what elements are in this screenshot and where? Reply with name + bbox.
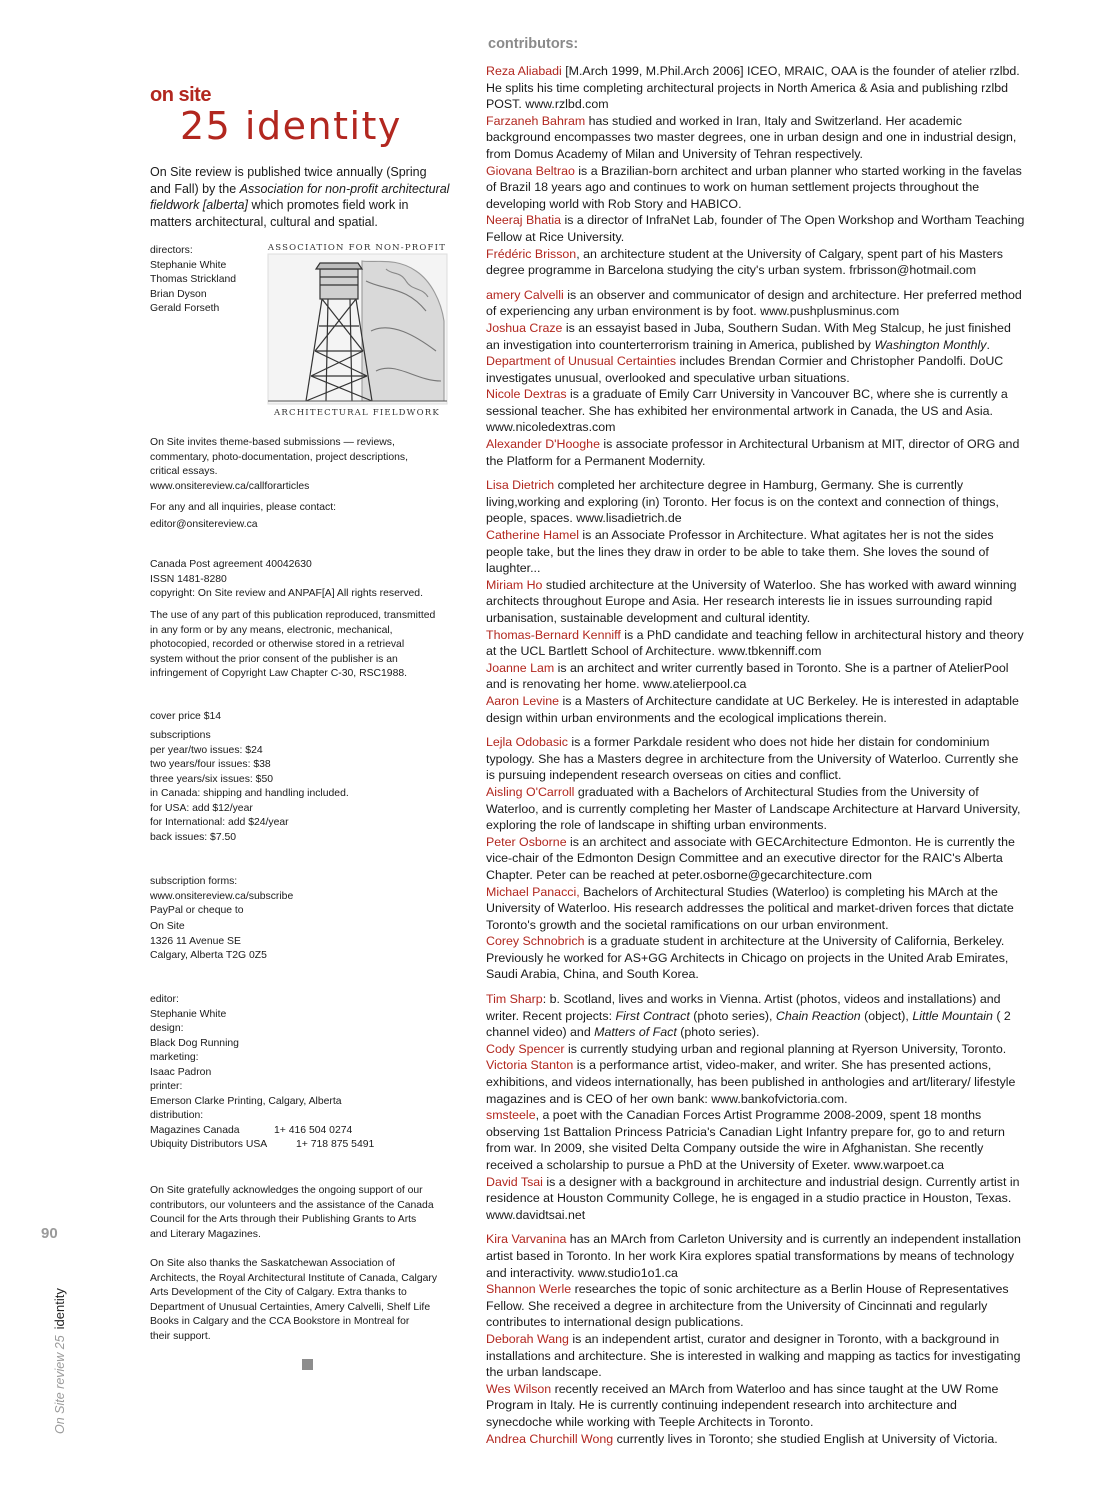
logo-top-text: ASSOCIATION FOR NON-PROFIT bbox=[267, 243, 447, 253]
credit-line: distribution: bbox=[150, 1110, 204, 1121]
contributor-entry bbox=[486, 1057, 1026, 1107]
director-name: Stephanie White bbox=[150, 259, 227, 271]
contributor-bio: is a director of InfraNet Lab, founder of The Open Workshop and Wortham Teaching Fellow at Rice University. bbox=[486, 213, 1025, 244]
subscription-pricing bbox=[150, 729, 460, 845]
directors-label: directors: bbox=[150, 245, 193, 256]
page-number: 90 bbox=[41, 1225, 58, 1242]
contributor-entry bbox=[486, 1331, 1026, 1381]
contributor-bio: , a poet with the Canadian Forces Artist Programme 2008-2009, spent 18 months observing 1st Battalion Princess Patricia's Canadian Light Infantry prepare for, go to and return from war. In 2009, she visited Delta Company outside the wire in Afghanistan. She recently received a scholarship to pursue a PhD at the University of Exeter. www.warpoet.ca bbox=[486, 1108, 1005, 1172]
director-name: Brian Dyson bbox=[150, 288, 207, 300]
notice-line: in any form or by any means, electronic, mechanical, bbox=[150, 624, 393, 636]
intro-association-name: Association for non-profit architectural fieldwork [alberta] bbox=[150, 181, 450, 212]
contributor-entry bbox=[486, 353, 1026, 386]
credit-line: Isaac Padron bbox=[150, 1066, 212, 1078]
contributor-name: Giovana Beltrao bbox=[486, 163, 575, 178]
contributor-bio: is a graduate of Emily Carr University in Vancouver BC, where she is currently a sessional teacher. She has exhibited her environmental artwork in Canada, the US and Asia. www.nicoledextras.com bbox=[486, 387, 1008, 435]
pricing-line: in Canada: shipping and handling included. bbox=[150, 788, 349, 799]
contributor-bio: is a graduate student in architecture at the University of California, Berkeley. Previously he worked for AS+GG Architects in Chicago on projects in the United Arab Emirates, Saudi Arabia, China, and South Korea. bbox=[486, 934, 1009, 982]
submissions-block bbox=[150, 436, 460, 494]
pricing-line: three years/six issues: $50 bbox=[150, 773, 274, 785]
legal-line: copyright: On Site review and ANPAF[A] All rights reserved. bbox=[150, 588, 423, 599]
distributor-row bbox=[150, 1124, 460, 1139]
distributor-row bbox=[150, 1138, 460, 1153]
contributor-entry bbox=[486, 660, 1026, 693]
contributor-bio: is a Brazilian-born architect and urban planner who started working in the favelas of Brazil 18 years ago and continues to work on human settlement projects throughout the developing world with Rob Story and HABICO. bbox=[486, 163, 1022, 211]
contributor-name: amery Calvelli bbox=[486, 287, 564, 302]
editor-email-link[interactable]: editor@onsitereview.ca bbox=[150, 519, 258, 530]
contributor-name: Joshua Craze bbox=[486, 320, 563, 335]
contributor-bio: is an Associate Professor in Architecture. What agitates her is not the sides people take, but the lines they draw in order to be able to take them. She loves the sound of laughter... bbox=[486, 528, 994, 576]
credit-line: design: bbox=[150, 1023, 184, 1034]
contributor-name: David Tsai bbox=[486, 1174, 543, 1189]
contributor-entry bbox=[486, 1231, 1026, 1281]
contributor-entry bbox=[486, 834, 1026, 884]
credit-line: marketing: bbox=[150, 1052, 199, 1063]
pricing-line: subscriptions bbox=[150, 730, 211, 741]
credits-block bbox=[150, 993, 460, 1153]
contributor-name: Farzaneh Bahram bbox=[486, 113, 586, 128]
contributor-entry bbox=[486, 627, 1026, 660]
pricing-line: for USA: add $12/year bbox=[150, 802, 253, 814]
ack-line: On Site gratefully acknowledges the ongoing support of our bbox=[150, 1185, 423, 1196]
callforarticles-link[interactable]: www.onsitereview.ca/callforarticles bbox=[150, 480, 310, 492]
distributor-phone: 1+ 718 875 5491 bbox=[296, 1139, 375, 1150]
intro-paragraph bbox=[150, 164, 450, 230]
address-line: 1326 11 Avenue SE bbox=[150, 935, 241, 947]
contributor-entry bbox=[486, 113, 1026, 163]
contributor-entry bbox=[486, 1431, 1026, 1448]
submissions-line: commentary, photo-documentation, project descriptions, bbox=[150, 451, 408, 463]
contributor-entry bbox=[486, 1107, 1026, 1173]
contributor-bio: Bachelors of Architectural Studies (Waterloo) is completing his MArch at the University of Waterloo. His research addresses the political and market-driven forces that dictate Toronto's growth and the societal ramifications on our urban environment. bbox=[486, 884, 1014, 932]
ack-line: Council for the Arts through their Publishing Grants to Arts bbox=[150, 1214, 417, 1225]
contributor-name: Kira Varvanina bbox=[486, 1232, 567, 1247]
contributor-name: Michael Panacci, bbox=[486, 884, 580, 899]
contributor-bio: is associate professor in Architectural Urbanism at MIT, director of ORG and the Platform for a Permanent Modernity. bbox=[486, 437, 1020, 468]
spine-publication: On Site review 25 bbox=[53, 1335, 67, 1434]
ack-line: Architects, the Royal Architectural Institute of Canada, Calgary bbox=[150, 1272, 438, 1284]
mailing-address bbox=[150, 920, 460, 964]
contributor-bio: is an independent artist, curator and designer in Toronto, with a background in installations and architecture. She is interested in walking and mapping as tactics for investigating the urban landscape. bbox=[486, 1331, 1021, 1380]
contributor-bio: is a PhD candidate and teaching fellow in architectural history and theory at the UCL Bartlett School of Architecture. www.tbkenniff.com bbox=[486, 627, 1024, 659]
acknowledgements-paragraph-2 bbox=[150, 1257, 460, 1344]
contributor-entry bbox=[486, 933, 1026, 983]
group-spacer bbox=[486, 726, 1026, 734]
contributor-italic-title: Chain Reaction bbox=[775, 1008, 861, 1023]
distributor-phone: 1+ 416 504 0274 bbox=[274, 1124, 353, 1136]
contributor-name: Shannon Werle bbox=[486, 1282, 572, 1297]
address-line: On Site bbox=[150, 921, 185, 932]
logo-bottom-text: ARCHITECTURAL FIELDWORK bbox=[274, 408, 440, 418]
contributor-entry bbox=[486, 884, 1026, 934]
credit-line: Black Dog Running bbox=[150, 1037, 239, 1049]
contributor-entry bbox=[486, 527, 1026, 577]
contributor-entry bbox=[486, 693, 1026, 726]
contributor-bio: has studied and worked in Iran, Italy and Switzerland. Her academic background encompasses two master degrees, one in urban design and one in industrial design, from Domus Academy of Milan and University of Tehran respectively. bbox=[486, 113, 1017, 161]
contributor-bio: completed her architecture degree in Hamburg, Germany. She is currently living,working and exploring (in) Toronto. Her focus is on the context and connection of things, people, spaces. www.lisadietrich.de bbox=[486, 478, 999, 526]
credit-line: Stephanie White bbox=[150, 1008, 227, 1020]
intro-text-2: which promotes field work in matters architectural, cultural and spatial. bbox=[150, 198, 409, 229]
pricing-line: per year/two issues: $24 bbox=[150, 744, 263, 756]
contributor-name: Cody Spencer bbox=[486, 1041, 565, 1056]
contributor-italic-title: Washington Monthly bbox=[874, 337, 987, 352]
contributor-bio: is currently studying urban and regional planning at Ryerson University, Toronto. bbox=[564, 1041, 1007, 1056]
copyright-notice bbox=[150, 609, 460, 682]
contributor-entry bbox=[486, 1041, 1026, 1058]
group-spacer bbox=[486, 1223, 1026, 1231]
contributor-bio: researches the topic of sonic architecture as a Berlin House of Representatives Fellow. She received a degree in architecture from the University of Cincinnati and regularly contributes to international design publications. bbox=[486, 1282, 1009, 1330]
distributor-name: Magazines Canada bbox=[150, 1124, 240, 1136]
contributor-name: Victoria Stanton bbox=[486, 1058, 574, 1073]
acknowledgements-paragraph-1 bbox=[150, 1184, 460, 1242]
contributor-name: Tim Sharp bbox=[486, 992, 543, 1007]
running-footer bbox=[52, 1288, 67, 1434]
contributor-entry bbox=[486, 1281, 1026, 1331]
forms-label: subscription forms: bbox=[150, 876, 238, 887]
end-mark bbox=[302, 1359, 313, 1370]
contributor-name: Miriam Ho bbox=[486, 577, 543, 592]
contributor-entry bbox=[486, 163, 1026, 213]
notice-line: photocopied, recorded or otherwise stored in a retrieval bbox=[150, 639, 405, 650]
director-name: Thomas Strickland bbox=[150, 274, 237, 285]
contributor-name: Deborah Wang bbox=[486, 1331, 569, 1346]
contributor-bio: graduated with a Bachelors of Architectural Studies from the University of Waterloo, and is currently completing her Master of Landscape Architecture at Harvard University, exploring the role of landscape in shifting urban environments. bbox=[486, 784, 1021, 833]
contributor-bio: is a former Parkdale resident who does not hide her distain for condominium typology. She has a Masters degree in architecture from the University of Waterloo. Currently she is pursuing independent research overseas on cities and conflict. bbox=[486, 735, 1019, 783]
ack-line: On Site also thanks the Saskatchewan Association of bbox=[150, 1258, 395, 1269]
contributor-name: Reza Aliabadi bbox=[486, 64, 562, 78]
contributor-entry bbox=[486, 63, 1026, 113]
credit-line: printer: bbox=[150, 1081, 183, 1092]
address-line: Calgary, Alberta T2G 0Z5 bbox=[150, 950, 267, 961]
contributor-entry bbox=[486, 1381, 1026, 1431]
contributor-entry bbox=[486, 784, 1026, 834]
contributor-entry bbox=[486, 212, 1026, 245]
contributor-name: Lejla Odobasic bbox=[486, 735, 568, 750]
water-tower-illustration bbox=[266, 241, 449, 419]
contributor-bio: (photo series). bbox=[676, 1025, 760, 1040]
contributor-bio: , an architecture student at the University of Calgary, spent part of his Masters degree programme in Barcelona studying the city's urban system. frbrisson@hotmail.com bbox=[486, 246, 1003, 278]
notice-line: infringement of Copyright Law Chapter C-30, RSC1988. bbox=[150, 668, 408, 679]
legal-line: ISSN 1481-8280 bbox=[150, 573, 227, 585]
contributor-bio: is an observer and communicator of design and architecture. Her preferred method of experiencing any urban environment is by foot. www.pushplusminus.com bbox=[486, 287, 1022, 319]
pricing-line: for International: add $24/year bbox=[150, 817, 289, 828]
contributor-entry bbox=[486, 386, 1026, 436]
contributor-bio: [M.Arch 1999, M.Phil.Arch 2006] ICEO, MRAIC, OAA is the founder of atelier rzlbd. He splits his time completing architectural projects in North America & Asia and publishing rzlbd POST. www.rzlbd.com bbox=[486, 64, 1020, 112]
contributor-entry bbox=[486, 1174, 1026, 1224]
contributor-name: Aaron Levine bbox=[486, 693, 560, 708]
submissions-line: critical essays. bbox=[150, 466, 218, 477]
contributor-italic-title: Matters of Fact bbox=[594, 1025, 677, 1040]
contributor-bio: . bbox=[986, 337, 990, 352]
contributor-bio: includes Brendan Cormier and Christopher Pandolfi. DoUC investigates unusual, overlooked and speculative urban situations. bbox=[486, 354, 1004, 385]
contributor-italic-title: First Contract bbox=[615, 1008, 690, 1023]
contributor-bio: (object), bbox=[860, 1008, 913, 1023]
contributor-entry bbox=[486, 246, 1026, 279]
ack-line: contributors, our volunteers and the assistance of the Canada bbox=[150, 1199, 434, 1211]
contributor-name: Alexander D'Hooghe bbox=[486, 437, 600, 452]
notice-line: The use of any part of this publication reproduced, transmitted bbox=[150, 610, 436, 621]
pricing-line: two years/four issues: $38 bbox=[150, 759, 271, 770]
director-name: Gerald Forseth bbox=[150, 303, 220, 314]
ack-line: Department of Unusual Certainties, Amery Calvelli, Shelf Life bbox=[150, 1301, 431, 1313]
contributor-entry bbox=[486, 577, 1026, 627]
contributor-name: Department of Unusual Certainties bbox=[486, 354, 677, 369]
payment-note: PayPal or cheque to bbox=[150, 905, 244, 916]
legal-line: Canada Post agreement 40042630 bbox=[150, 559, 312, 570]
legal-block bbox=[150, 558, 460, 602]
credit-line: editor: bbox=[150, 994, 179, 1005]
contributor-entry bbox=[486, 991, 1026, 1041]
pricing-line: back issues: $7.50 bbox=[150, 831, 237, 843]
subscribe-link[interactable]: www.onsitereview.ca/subscribe bbox=[150, 890, 294, 902]
contributor-bio: currently lives in Toronto; she studied English at University of Victoria. bbox=[613, 1431, 998, 1446]
contributor-bio: has an MArch from Carleton University and is currently an independent installation artist based in Toronto. In her work Kira explores spatial transformations by means of technology and interactivity. www.studio1o1.ca bbox=[486, 1232, 1021, 1280]
contributor-bio: is an essayist based in Juba, Southern Sudan. With Meg Stalcup, he just finished an investigation into counterterrorism training in America, published by bbox=[486, 320, 1011, 352]
contributor-name: Lisa Dietrich bbox=[486, 478, 555, 493]
contributor-bio: studied architecture at the University of Waterloo. She has worked with award winning architects throughout Europe and Asia. Her research interests lie in issues surrounding rapid urbanisation, sustainable development and cultural identity. bbox=[486, 577, 1017, 625]
contributor-bio: is a performance artist, video-maker, and writer. She has presented actions, exhibitions, and videos internationally, has been published in anthologies and art/literary/ lifestyle magazines and is CEO of her own bank: www.bankofvictoria.com. bbox=[486, 1058, 1016, 1106]
contributor-name: Nicole Dextras bbox=[486, 387, 567, 402]
contributor-entry bbox=[486, 477, 1026, 527]
contributor-bio: is a designer with a background in architecture and industrial design. Currently artist in residence at Houston Community College, he is engaged in a studio practice in Houston, Texas. www.davidtsai.net bbox=[486, 1174, 1020, 1222]
contributor-entry bbox=[486, 320, 1026, 353]
contributor-bio: is an architect and associate with GECArchitecture Edmonton. He is currently the vice-chair of the Edmonton Design Committee and an executive director for the RAIC's Alberta Chapter. Peter can be reached at peter.osborne@gecarchitecture.com bbox=[486, 834, 1015, 882]
association-logo bbox=[266, 241, 449, 419]
contributor-name: Aisling O'Carroll bbox=[486, 784, 575, 799]
contributor-bio: is a Masters of Architecture candidate at UC Berkeley. He is interested in adaptable design within urban environments and the ecological implications therein. bbox=[486, 693, 1019, 725]
contributor-name: Catherine Hamel bbox=[486, 528, 579, 543]
ack-line: Books in Calgary and the CCA Bookstore in Montreal for bbox=[150, 1316, 410, 1327]
ack-line: their support. bbox=[150, 1330, 211, 1342]
contributor-bio: ( 2 channel video) and bbox=[486, 1008, 1011, 1040]
credit-line: Emerson Clarke Printing, Calgary, Alberta bbox=[150, 1095, 342, 1107]
ack-line: Arts Development of the City of Calgary. Extra thanks to bbox=[150, 1287, 407, 1298]
spine-section: identity bbox=[52, 1288, 67, 1330]
masthead-issue-title: 25 identity bbox=[180, 104, 402, 148]
contributor-name: Peter Osborne bbox=[486, 834, 567, 849]
contributor-entry bbox=[486, 436, 1026, 469]
notice-line: system without the prior consent of the publisher is an bbox=[150, 653, 398, 665]
contributor-bio: : b. Scotland, lives and works in Vienna. Artist (photos, videos and installations) and writer. Recent projects: bbox=[486, 992, 1001, 1023]
contributor-bio: (photo series), bbox=[689, 1008, 776, 1023]
contributor-italic-title: Little Mountain bbox=[912, 1008, 993, 1023]
masthead-on-site: on site bbox=[150, 84, 211, 106]
contributor-name: Thomas-Bernard Kenniff bbox=[486, 627, 621, 642]
contributor-name: Andrea Churchill Wong bbox=[486, 1431, 614, 1446]
group-spacer bbox=[486, 279, 1026, 287]
contributor-bio: is an architect and writer currently based in Toronto. She is a partner of AtelierPool and is renovating her home. www.atelierpool.ca bbox=[486, 660, 1009, 692]
contributor-name: Joanne Lam bbox=[486, 660, 555, 675]
subscription-forms bbox=[150, 875, 460, 919]
intro-text-1: On Site review is published twice annually (Spring and Fall) by the bbox=[150, 165, 427, 196]
inquiries-label: For any and all inquiries, please contact: bbox=[150, 502, 336, 513]
contributor-name: smsteele bbox=[486, 1108, 536, 1123]
ack-line: and Literary Magazines. bbox=[150, 1228, 261, 1240]
group-spacer bbox=[486, 469, 1026, 477]
contributor-name: Corey Schnobrich bbox=[486, 934, 585, 949]
contributor-entry bbox=[486, 287, 1026, 320]
contributors-heading: contributors: bbox=[488, 36, 579, 52]
distributor-name: Ubiquity Distributors USA bbox=[150, 1139, 268, 1150]
group-spacer bbox=[486, 983, 1026, 991]
contributors-list bbox=[486, 63, 1026, 1447]
cover-price: cover price $14 bbox=[150, 711, 222, 722]
contributor-bio: recently received an MArch from Waterloo and has since taught at the UW Rome Program in Italy. He is currently continuing independent research into architecture and synecdoche while working with Teeple Architects in Toronto. bbox=[486, 1381, 999, 1429]
contributor-name: Wes Wilson bbox=[486, 1381, 552, 1396]
contributor-name: Neeraj Bhatia bbox=[486, 213, 562, 228]
contributor-entry bbox=[486, 734, 1026, 784]
inquiries-block bbox=[150, 499, 460, 533]
submissions-line: On Site invites theme-based submissions — reviews, bbox=[150, 437, 395, 448]
contributor-name: Frédéric Brisson bbox=[486, 246, 577, 261]
